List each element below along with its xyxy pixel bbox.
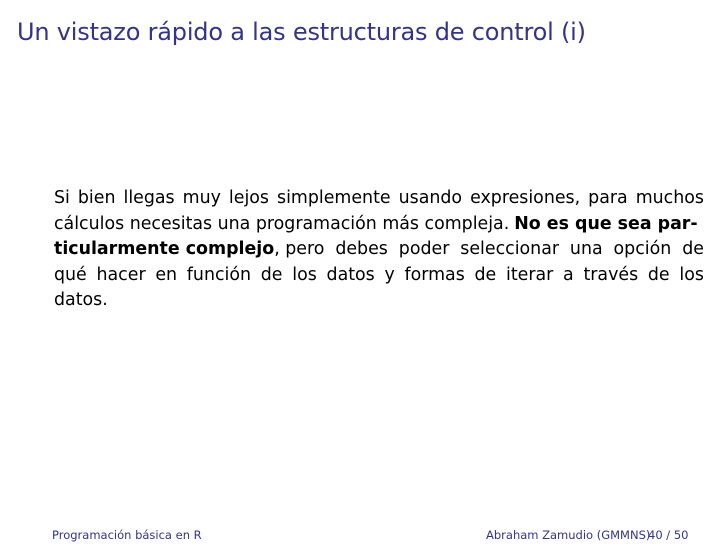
- word: a: [563, 264, 574, 285]
- word: hacer: [96, 264, 146, 285]
- paragraph-text: cálculos necesitas una programación más compleja.: [54, 213, 510, 234]
- word: qué: [54, 264, 87, 285]
- word: simplemente: [277, 188, 391, 208]
- paragraph-text: datos.: [54, 290, 108, 310]
- slide-title: Un vistazo rápido a las estructuras de control (i): [17, 18, 586, 46]
- title-bar: [0, 0, 726, 62]
- word: de: [260, 264, 283, 285]
- paragraph-line-4: [54, 263, 704, 289]
- word: muchos: [635, 188, 704, 208]
- word: iterar: [506, 264, 554, 285]
- footer-author: Abraham Zamudio (GMMNS): [486, 528, 651, 542]
- page-separator: /: [666, 528, 671, 542]
- word: datos: [326, 264, 375, 285]
- paragraph-line-2: [54, 212, 704, 238]
- word: los: [292, 264, 317, 285]
- word: de: [682, 239, 704, 259]
- page-number: [648, 528, 688, 542]
- word: través: [583, 264, 639, 285]
- word: , pero: [274, 239, 325, 259]
- word: muy: [182, 188, 221, 208]
- paragraph-line-3: [54, 237, 704, 263]
- word: y: [384, 264, 395, 285]
- paragraph-line-1: [54, 186, 704, 212]
- word: llegas: [123, 188, 175, 208]
- word: los: [679, 264, 704, 285]
- word: bien: [77, 188, 116, 208]
- slide-body: [54, 186, 704, 314]
- page-current: 40: [648, 528, 663, 542]
- word: debes: [335, 239, 388, 259]
- footer-course-title: Programación básica en R: [52, 528, 202, 542]
- word: función: [186, 264, 252, 285]
- word: opción: [613, 239, 672, 259]
- word: de: [474, 264, 497, 285]
- emphasis-text: ticularmente complejo: [54, 239, 275, 259]
- emphasis-text: No es que sea par-: [514, 213, 698, 234]
- word: en: [155, 264, 178, 285]
- word: lejos: [228, 188, 269, 208]
- paragraph-line-5: [54, 288, 704, 314]
- page-total: 50: [673, 528, 689, 542]
- word: poder: [398, 239, 450, 259]
- word: de: [647, 264, 670, 285]
- word: usando: [398, 188, 463, 208]
- word: Si: [54, 188, 70, 208]
- slide-footer: [0, 524, 726, 544]
- word: una: [569, 239, 603, 259]
- word: para: [588, 188, 628, 208]
- word: formas: [404, 264, 465, 285]
- word: seleccionar: [460, 239, 559, 259]
- word: expresiones,: [470, 188, 581, 208]
